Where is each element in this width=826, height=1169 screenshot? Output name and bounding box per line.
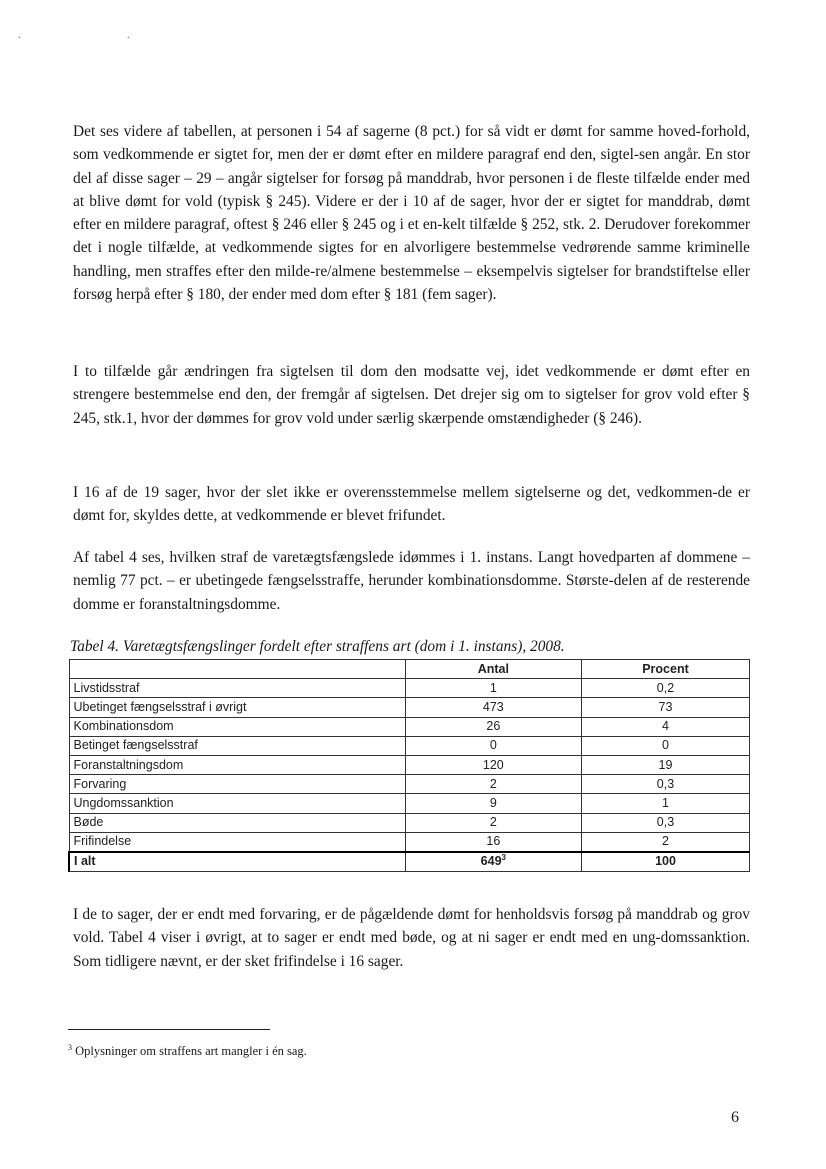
table-row	[69, 775, 750, 794]
header-procent: Procent	[582, 660, 750, 679]
row-procent: 0,3	[582, 813, 750, 832]
row-antal: 26	[405, 717, 581, 736]
table-header-row	[69, 660, 750, 679]
footnote	[68, 1040, 307, 1059]
row-procent: 19	[582, 755, 750, 774]
paragraph-3: I 16 af de 19 sager, hvor der slet ikke er overensstemmelse mellem sigtelserne og det, vedkommen-de er dømt for, skyldes dette, at vedkommende er blevet frifundet.	[73, 484, 750, 525]
row-label: Frifindelse	[69, 832, 405, 852]
table-row	[69, 794, 750, 813]
row-procent: 73	[582, 698, 750, 717]
footnote-ref: 3	[501, 853, 506, 863]
row-label: Ungdomssanktion	[69, 794, 405, 813]
table-row	[69, 679, 750, 698]
table-row	[69, 813, 750, 832]
row-antal: 1	[405, 679, 581, 698]
footnote-divider	[68, 1029, 270, 1030]
row-antal: 120	[405, 755, 581, 774]
table-row	[69, 736, 750, 755]
row-label: Betinget fængselsstraf	[69, 736, 405, 755]
paragraph-1: Det ses videre af tabellen, at personen i 54 af sagerne (8 pct.) for så vidt er dømt for samme hoved-forhold, som vedkommende er sigtet for, men der er dømt efter en mildere paragraf end den, sigtel-sen angår. En stor del af disse sager – 29 – angår sigtelser for forsøg på manddrab, hvor personen i de fleste tilfælde ender med at blive dømt for vold (typisk § 245). Videre er der i 10 af de sager, hvor der er sigtet for manddrab, dømt efter en mildere paragraf, oftest § 246 eller § 245 og i et en-kelt tilfælde § 252, stk. 2. Derudover forekommer det i nogle tilfælde, at vedkommende sigtes for en alvorligere bestemmelse vedrørende samme kriminelle handling, men straffes efter den milde-re/almene bestemmelse – eksempelvis sigtelser for brandstiftelse eller forsøg herpå efter § 180, der ender med dom efter § 181 (fem sager).	[73, 123, 750, 304]
row-label: Foranstaltningsdom	[69, 755, 405, 774]
paragraph-4: Af tabel 4 ses, hvilken straf de varetægtsfængslede idømmes i 1. instans. Langt hovedparten af dommene – nemlig 77 pct. – er ubetingede fængselsstraffe, herunder kombinationsdomme. Største-delen af de resterende domme er foranstaltningsdomme.	[73, 549, 750, 613]
row-procent: 0,3	[582, 775, 750, 794]
row-antal: 2	[405, 775, 581, 794]
row-antal: 0	[405, 736, 581, 755]
row-procent: 1	[582, 794, 750, 813]
header-label	[69, 660, 405, 679]
row-antal: 9	[405, 794, 581, 813]
row-procent: 0	[582, 736, 750, 755]
row-procent: 0,2	[582, 679, 750, 698]
table-row	[69, 698, 750, 717]
sentence-table	[68, 659, 750, 872]
table-row	[69, 717, 750, 736]
total-label: I alt	[69, 852, 405, 872]
row-antal: 2	[405, 813, 581, 832]
row-antal: 16	[405, 832, 581, 852]
table-row	[69, 755, 750, 774]
table-total-row	[69, 852, 750, 872]
row-procent: 4	[582, 717, 750, 736]
header-antal: Antal	[405, 660, 581, 679]
row-label: Bøde	[69, 813, 405, 832]
footnote-text: Oplysninger om straffens art mangler i én sag.	[75, 1044, 307, 1059]
row-label: Forvaring	[69, 775, 405, 794]
paragraph-5: I de to sager, der er endt med forvaring, er de pågældende dømt for henholdsvis forsøg på manddrab og grov vold. Tabel 4 viser i øvrigt, at to sager er endt med bøde, og at ni sager er endt med en ung-domssanktion. Som tidligere nævnt, er der sket frifindelse i 16 sager.	[73, 906, 750, 970]
scan-specks: . .	[18, 30, 182, 41]
table-row	[69, 832, 750, 852]
footnote-number: 3	[68, 1043, 72, 1052]
table-caption: Tabel 4. Varetægtsfængslinger fordelt efter straffens art (dom i 1. instans), 2008.	[70, 638, 565, 655]
row-procent: 2	[582, 832, 750, 852]
page-number: 6	[731, 1109, 739, 1126]
total-antal	[405, 852, 581, 872]
total-antal-value: 649	[480, 854, 502, 869]
row-label: Livstidsstraf	[69, 679, 405, 698]
row-label: Kombinationsdom	[69, 717, 405, 736]
row-antal: 473	[405, 698, 581, 717]
total-procent: 100	[582, 852, 750, 872]
paragraph-2: I to tilfælde går ændringen fra sigtelsen til dom den modsatte vej, idet vedkommende er dømt efter en strengere bestemmelse end den, der fremgår af sigtelsen. Det drejer sig om to sigtelser for grov vold efter § 245, stk.1, hvor der dømmes for grov vold under særlig skærpende omstændigheder (§ 246).	[73, 363, 750, 427]
row-label: Ubetinget fængselsstraf i øvrigt	[69, 698, 405, 717]
